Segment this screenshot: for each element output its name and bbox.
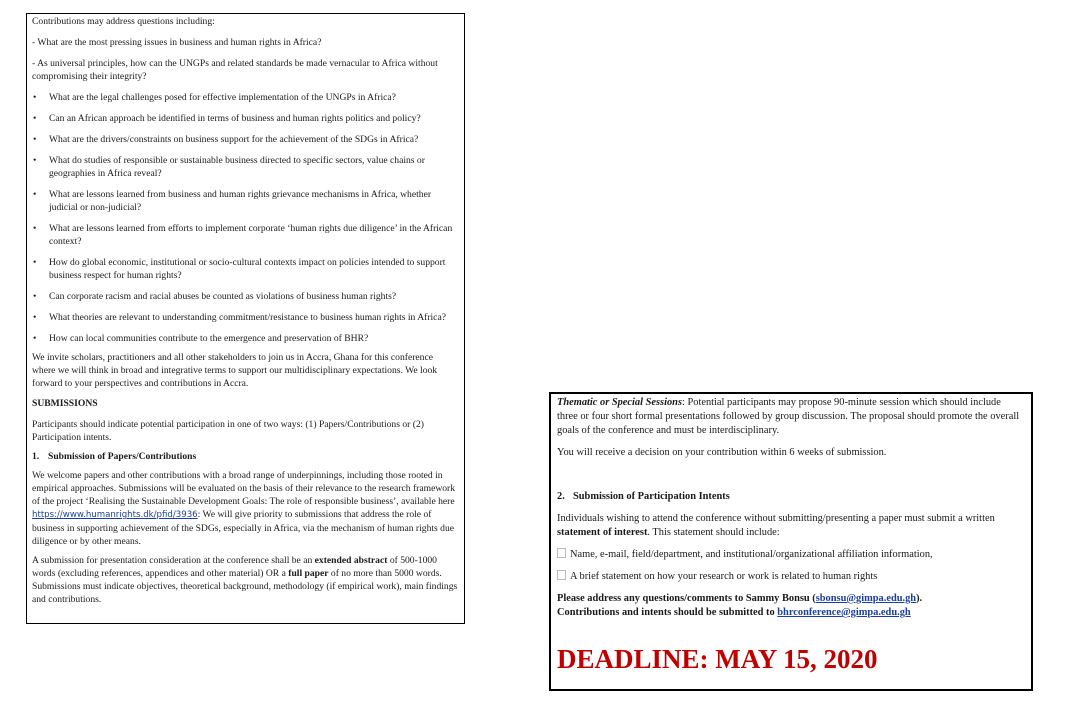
list-item: • What are the legal challenges posed for effective implementation of the UNGPs in Africa? [33,92,396,103]
document-page-left [26,13,465,624]
bullet-icon: • [33,333,37,344]
welcome-paragraph: We welcome papers and other contributions with a broad range of underpinnings, including those rooted in empirical approaches. Submissions will be evaluated on the basis of their relevance to the research framework of the project ‘Realising the Sustainable Development Goals: The role of responsible business’, available here https://www.humanrights.dk/pfid/3936: We will give priority to submissions that address the role of business in supporting achievement of the SDGs, especially in Africa, via the mechanism of human rights due diligence or by other means. [32,470,456,547]
question-dash-2: - As universal principles, how can the UNGPs and related standards be made vernacular to Africa without compromising their integrity? [32,58,438,82]
list-item: • How do global economic, institutional or socio-cultural contexts impact on policies intended to support business respect for human rights? [33,257,446,281]
bullet-icon: • [33,312,37,323]
checkbox-icon [557,548,566,558]
question-list [32,91,458,345]
invite-paragraph: We invite scholars, practitioners and all other stakeholders to join us in Accra, Ghana for this conference where we will think in broad and integrative terms to support our multidisciplinary expectations. We look forward to your perspectives and contributions in Accra. [32,352,438,389]
list-item: • What are lessons learned from efforts to implement corporate ‘human rights due diligence’ in the African context? [33,223,453,247]
bullet-icon: • [33,257,37,268]
list-item: A brief statement on how your research or work is related to human rights [557,570,1023,584]
checkbox-icon [557,570,566,580]
submit-line: Contributions and intents should be submitted to bhrconference@gimpa.edu.gh [557,607,911,618]
list-item: • What are lessons learned from business and human rights grievance mechanisms in Africa, whether judicial or non-judicial? [33,189,432,213]
list-item: • What are the drivers/constraints on business support for the achievement of the SDGs in Africa? [33,134,419,145]
bullet-icon: • [33,92,37,103]
list-item: • Can corporate racism and racial abuses be counted as violations of business human rights? [33,291,397,302]
list-item: Name, e-mail, field/department, and institutional/organizational affiliation information, [557,548,1023,562]
section-2-heading: 2. Submission of Participation Intents [557,491,730,502]
section-1-heading: 1. Submission of Papers/Contributions [32,451,197,462]
list-item: • What do studies of responsible or sustainable business directed to specific sectors, value chains or geographies in Africa reveal? [33,155,425,179]
intents-paragraph: Individuals wishing to attend the conference without submitting/presenting a paper must submit a written statement of interest. This statement should include: [557,513,995,538]
bullet-icon: • [33,189,37,200]
bullet-icon: • [33,113,37,124]
bullet-icon: • [33,134,37,145]
project-link[interactable]: https://www.humanrights.dk/pfid/3936 [32,510,198,520]
question-dash-1: - What are the most pressing issues in business and human rights in Africa? [32,37,322,48]
intro-text: Contributions may address questions including: [32,16,215,27]
deadline-text: DEADLINE: MAY 15, 2020 [557,644,878,674]
abstract-paragraph: A submission for presentation consideration at the conference shall be an extended abstract of 500-1000 words (excluding references, appendices and other material) OR a full paper of no more than 5000 words. Submissions must indicate objectives, theoretical background, methodology (if empirical work), main findings and contributions. [32,555,458,605]
bullet-icon: • [33,155,37,166]
contact-email-link[interactable]: sbonsu@gimpa.edu.gh [815,593,917,604]
list-item: • How can local communities contribute to the emergence and preservation of BHR? [33,333,369,344]
submissions-text: Participants should indicate potential participation in one of two ways: (1) Papers/Contributions or (2) Participation intents. [32,419,424,443]
thematic-paragraph: Thematic or Special Sessions: Potential participants may propose 90-minute session which should include three or four short formal presentations followed by group discussion. The proposal should promote the overall goals of the conference and must be interdisciplinary. [557,397,1020,436]
list-item: • What theories are relevant to understanding commitment/resistance to business human rights in Africa? [33,312,446,323]
decision-text: You will receive a decision on your contribution within 6 weeks of submission. [557,447,887,458]
submissions-heading: SUBMISSIONS [32,398,98,409]
bullet-icon: • [33,223,37,234]
submission-email-link[interactable]: bhrconference@gimpa.edu.gh [777,607,911,618]
bullet-icon: • [33,291,37,302]
list-item: • Can an African approach be identified in terms of business and human rights politics and policy? [33,113,421,124]
questions-line: Please address any questions/comments to Sammy Bonsu (sbonsu@gimpa.edu.gh). [557,593,923,604]
document-page-right [549,392,1033,691]
